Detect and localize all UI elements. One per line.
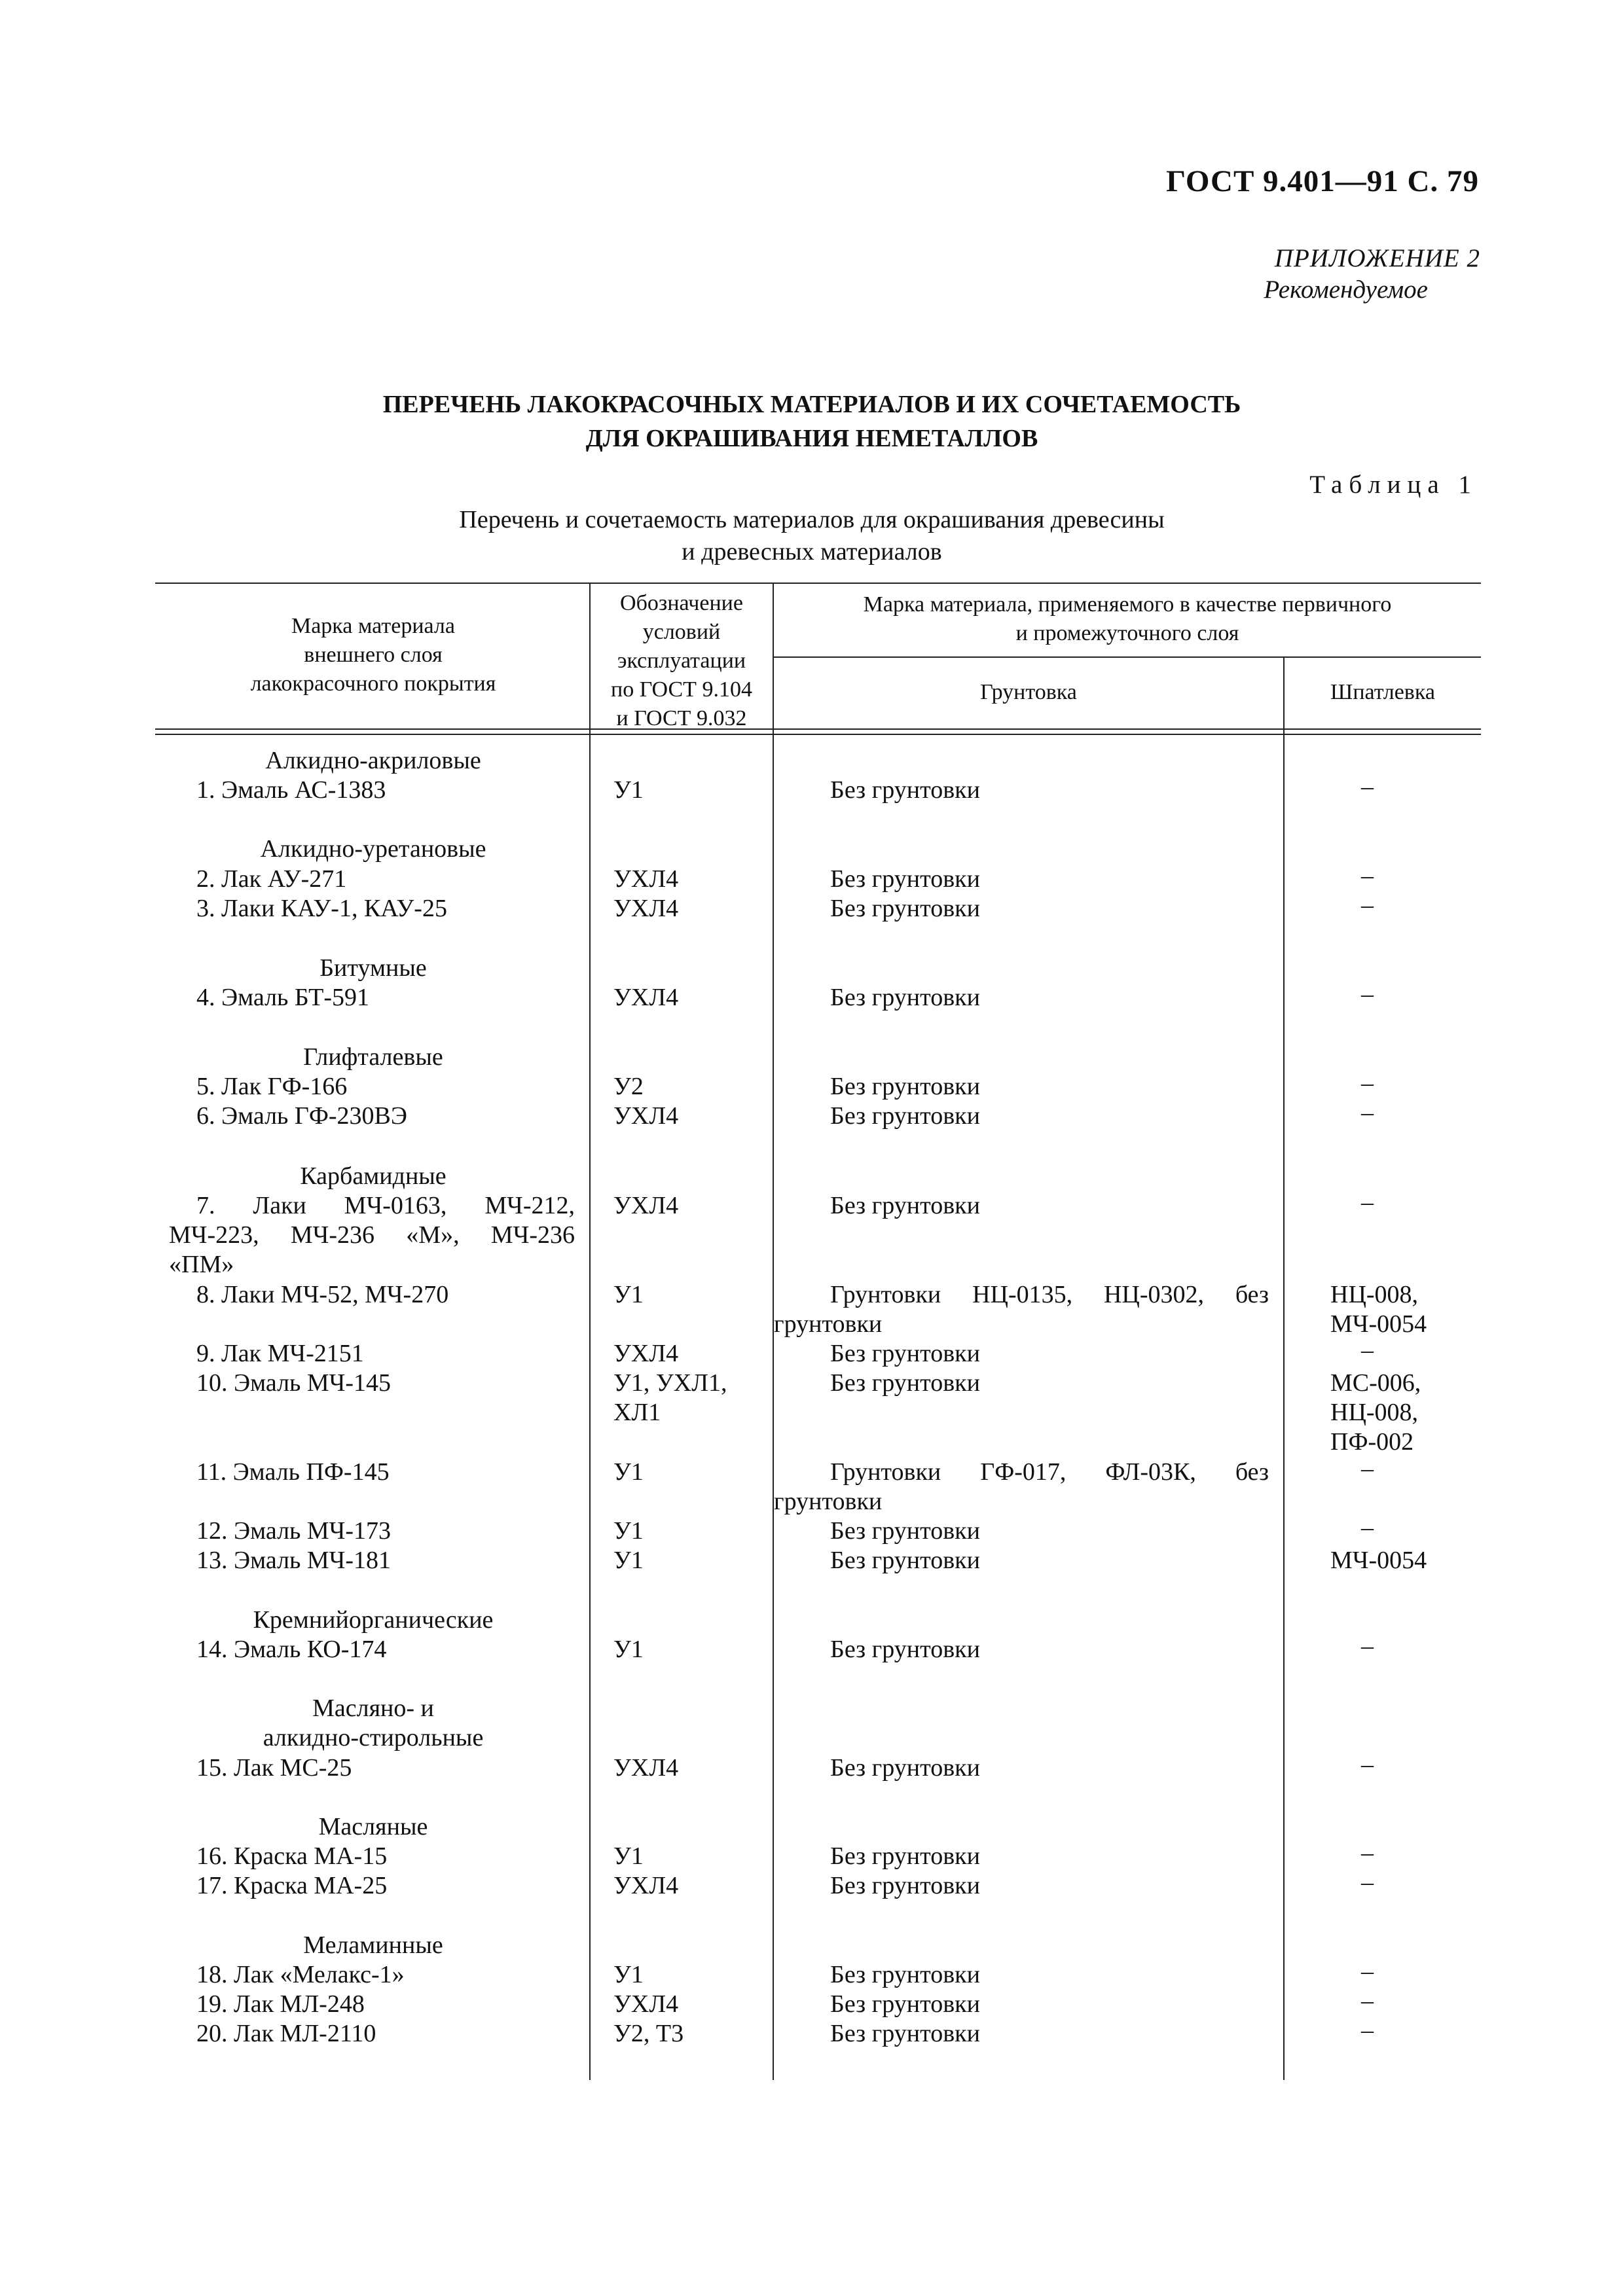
row-name: 16. Краска МА-15 — [196, 1842, 388, 1870]
page-header: ГОСТ 9.401—91 С. 79 — [1166, 164, 1479, 198]
header-conditions-line: Обозначение — [620, 591, 743, 615]
row-primer: Без грунтовки — [830, 1754, 980, 1782]
row-name: 18. Лак «Мелакс-1» — [196, 1961, 405, 1988]
header-conditions-line: условий — [642, 620, 721, 644]
row-conditions: УХЛ4 — [613, 865, 679, 893]
row-name: МЧ-223, МЧ-236 «М», МЧ-236 — [169, 1221, 575, 1249]
document-title-line1: ПЕРЕЧЕНЬ ЛАКОКРАСОЧНЫХ МАТЕРИАЛОВ И ИХ СОЧЕТАЕМОСТЬ — [382, 391, 1241, 418]
header-conditions-line: по ГОСТ 9.104 — [611, 677, 752, 702]
row-conditions: УХЛ4 — [613, 895, 679, 922]
row-primer: Без грунтовки — [830, 1073, 980, 1100]
header-primary-line: и промежуточного слоя — [1015, 621, 1239, 645]
row-putty: МС-006, — [1330, 1369, 1421, 1397]
column-divider-3 — [1283, 656, 1285, 2080]
group-heading: Масляные — [318, 1813, 428, 1840]
header-conditions-line: и ГОСТ 9.032 — [616, 706, 747, 730]
row-name: 17. Краска МА-25 — [196, 1872, 388, 1899]
row-primer: грунтовки — [774, 1488, 883, 1515]
row-putty: МЧ-0054 — [1330, 1310, 1427, 1338]
appendix-note: Рекомендуемое — [1264, 276, 1428, 304]
row-conditions: УХЛ4 — [613, 1340, 679, 1367]
row-conditions: УХЛ4 — [613, 1192, 679, 1219]
header-brand-line: внешнего слоя — [304, 643, 443, 667]
group-heading: алкидно-стирольные — [263, 1724, 484, 1751]
row-primer: Без грунтовки — [830, 984, 980, 1011]
row-name: 2. Лак АУ-271 — [196, 865, 347, 893]
row-conditions: У2, Т3 — [613, 2020, 684, 2047]
row-conditions: У1 — [613, 1517, 644, 1545]
row-primer: Без грунтовки — [830, 895, 980, 922]
row-conditions: УХЛ4 — [613, 1102, 679, 1130]
row-primer: Без грунтовки — [830, 1102, 980, 1130]
row-name: 15. Лак МС-25 — [196, 1754, 352, 1782]
row-conditions: ХЛ1 — [613, 1399, 661, 1426]
row-putty: – — [1361, 1189, 1374, 1216]
row-name: 10. Эмаль МЧ-145 — [196, 1369, 392, 1397]
row-putty: – — [1361, 891, 1374, 919]
row-putty: – — [1361, 773, 1374, 800]
header-brand-line: лакокрасочного покрытия — [250, 672, 496, 696]
row-name: «ПМ» — [169, 1251, 234, 1278]
row-name: 8. Лаки МЧ-52, МЧ-270 — [196, 1281, 449, 1308]
row-name: 4. Эмаль БТ-591 — [196, 984, 370, 1011]
table-top-rule — [155, 583, 1481, 584]
group-heading: Битумные — [319, 954, 427, 982]
row-name: 3. Лаки КАУ-1, КАУ-25 — [196, 895, 447, 922]
row-name: 14. Эмаль КО-174 — [196, 1636, 387, 1663]
row-primer: Без грунтовки — [830, 1961, 980, 1988]
row-name: 1. Эмаль АС-1383 — [196, 776, 386, 804]
header-bottom-rule-1 — [155, 728, 1481, 730]
row-primer: Без грунтовки — [830, 1517, 980, 1545]
row-primer: Без грунтовки — [830, 1340, 980, 1367]
row-primer: Без грунтовки — [830, 1872, 980, 1899]
row-primer: Без грунтовки — [830, 1990, 980, 2018]
row-conditions: У1 — [613, 1547, 644, 1574]
header-brand-line: Марка материала — [291, 614, 455, 638]
group-heading: Масляно- и — [312, 1695, 434, 1722]
row-name: 12. Эмаль МЧ-173 — [196, 1517, 392, 1545]
header-brand — [157, 612, 589, 698]
row-primer: Без грунтовки — [830, 865, 980, 893]
row-conditions: УХЛ4 — [613, 1754, 679, 1782]
row-conditions: У1 — [613, 1281, 644, 1308]
row-conditions: У2 — [613, 1073, 644, 1100]
header-conditions-line: эксплуатации — [617, 649, 746, 673]
row-name: 9. Лак МЧ-2151 — [196, 1340, 364, 1367]
row-putty: – — [1361, 862, 1374, 889]
row-primer: Грунтовки ГФ-017, ФЛ-03К, без — [830, 1458, 1269, 1486]
row-putty: НЦ-008, — [1330, 1281, 1419, 1308]
group-heading: Алкидно-уретановые — [260, 835, 486, 863]
row-primer: Без грунтовки — [830, 2020, 980, 2047]
row-conditions: У1, УХЛ1, — [613, 1369, 727, 1397]
group-heading: Алкидно-акриловые — [265, 747, 481, 774]
row-putty: – — [1361, 1069, 1374, 1097]
row-putty: – — [1361, 1632, 1374, 1660]
row-name: 13. Эмаль МЧ-181 — [196, 1547, 392, 1574]
row-primer: Без грунтовки — [830, 1842, 980, 1870]
row-putty: – — [1361, 1869, 1374, 1896]
row-conditions: У1 — [613, 1961, 644, 1988]
column-divider-1 — [589, 583, 591, 2080]
row-conditions: УХЛ4 — [613, 1872, 679, 1899]
row-putty: – — [1361, 980, 1374, 1008]
row-name: 19. Лак МЛ-248 — [196, 1990, 365, 2018]
row-putty: – — [1361, 1099, 1374, 1126]
row-conditions: У1 — [613, 1842, 644, 1870]
row-name: 11. Эмаль ПФ-145 — [196, 1458, 390, 1486]
document-title-line2: ДЛЯ ОКРАШИВАНИЯ НЕМЕТАЛЛОВ — [585, 425, 1038, 452]
row-name: 6. Эмаль ГФ-230ВЭ — [196, 1102, 407, 1130]
row-primer: Без грунтовки — [830, 776, 980, 804]
row-putty: – — [1361, 2017, 1374, 2044]
row-putty: – — [1361, 1839, 1374, 1867]
row-name: 7. Лаки МЧ-0163, МЧ-212, — [196, 1192, 575, 1219]
row-primer: Без грунтовки — [830, 1369, 980, 1397]
row-putty: – — [1361, 1987, 1374, 2015]
row-putty: – — [1361, 1958, 1374, 1985]
row-putty: НЦ-008, — [1330, 1399, 1419, 1426]
row-conditions: У1 — [613, 776, 644, 804]
group-heading: Глифталевые — [303, 1043, 443, 1071]
row-primer: Без грунтовки — [830, 1636, 980, 1663]
table-caption — [288, 504, 1336, 568]
row-putty: – — [1361, 1751, 1374, 1778]
header-primary-line: Марка материала, применяемого в качестве первичного — [863, 592, 1392, 617]
row-putty: МЧ-0054 — [1330, 1547, 1427, 1574]
row-primer: Грунтовки НЦ-0135, НЦ-0302, без — [830, 1281, 1269, 1308]
row-putty: – — [1361, 1514, 1374, 1541]
row-primer: Без грунтовки — [830, 1547, 980, 1574]
header-subdivider-rule — [773, 656, 1481, 658]
group-heading: Кремнийорганические — [253, 1606, 494, 1634]
header-primary — [774, 590, 1481, 648]
header-putty: Шпатлевка — [1330, 680, 1435, 704]
table-caption-line2: и древесных материалов — [682, 538, 942, 565]
appendix-label: ПРИЛОЖЕНИЕ 2 — [1274, 244, 1480, 272]
row-conditions: УХЛ4 — [613, 1990, 679, 2018]
row-putty: – — [1361, 1455, 1374, 1482]
row-primer: Без грунтовки — [830, 1192, 980, 1219]
row-conditions: У1 — [613, 1458, 644, 1486]
row-conditions: У1 — [613, 1636, 644, 1663]
row-putty: – — [1361, 1336, 1374, 1364]
row-name: 20. Лак МЛ-2110 — [196, 2020, 376, 2047]
table-caption-line1: Перечень и сочетаемость материалов для окрашивания древесины — [459, 506, 1165, 533]
table-label: Таблица 1 — [1309, 471, 1478, 499]
group-heading: Меламинные — [303, 1931, 443, 1959]
row-conditions: УХЛ4 — [613, 984, 679, 1011]
row-putty: ПФ-002 — [1330, 1428, 1414, 1456]
header-conditions — [591, 589, 773, 733]
header-primer: Грунтовка — [980, 680, 1077, 704]
row-primer: грунтовки — [774, 1310, 883, 1338]
group-heading: Карбамидные — [300, 1162, 447, 1190]
header-bottom-rule-2 — [155, 734, 1481, 735]
row-name: 5. Лак ГФ-166 — [196, 1073, 348, 1100]
